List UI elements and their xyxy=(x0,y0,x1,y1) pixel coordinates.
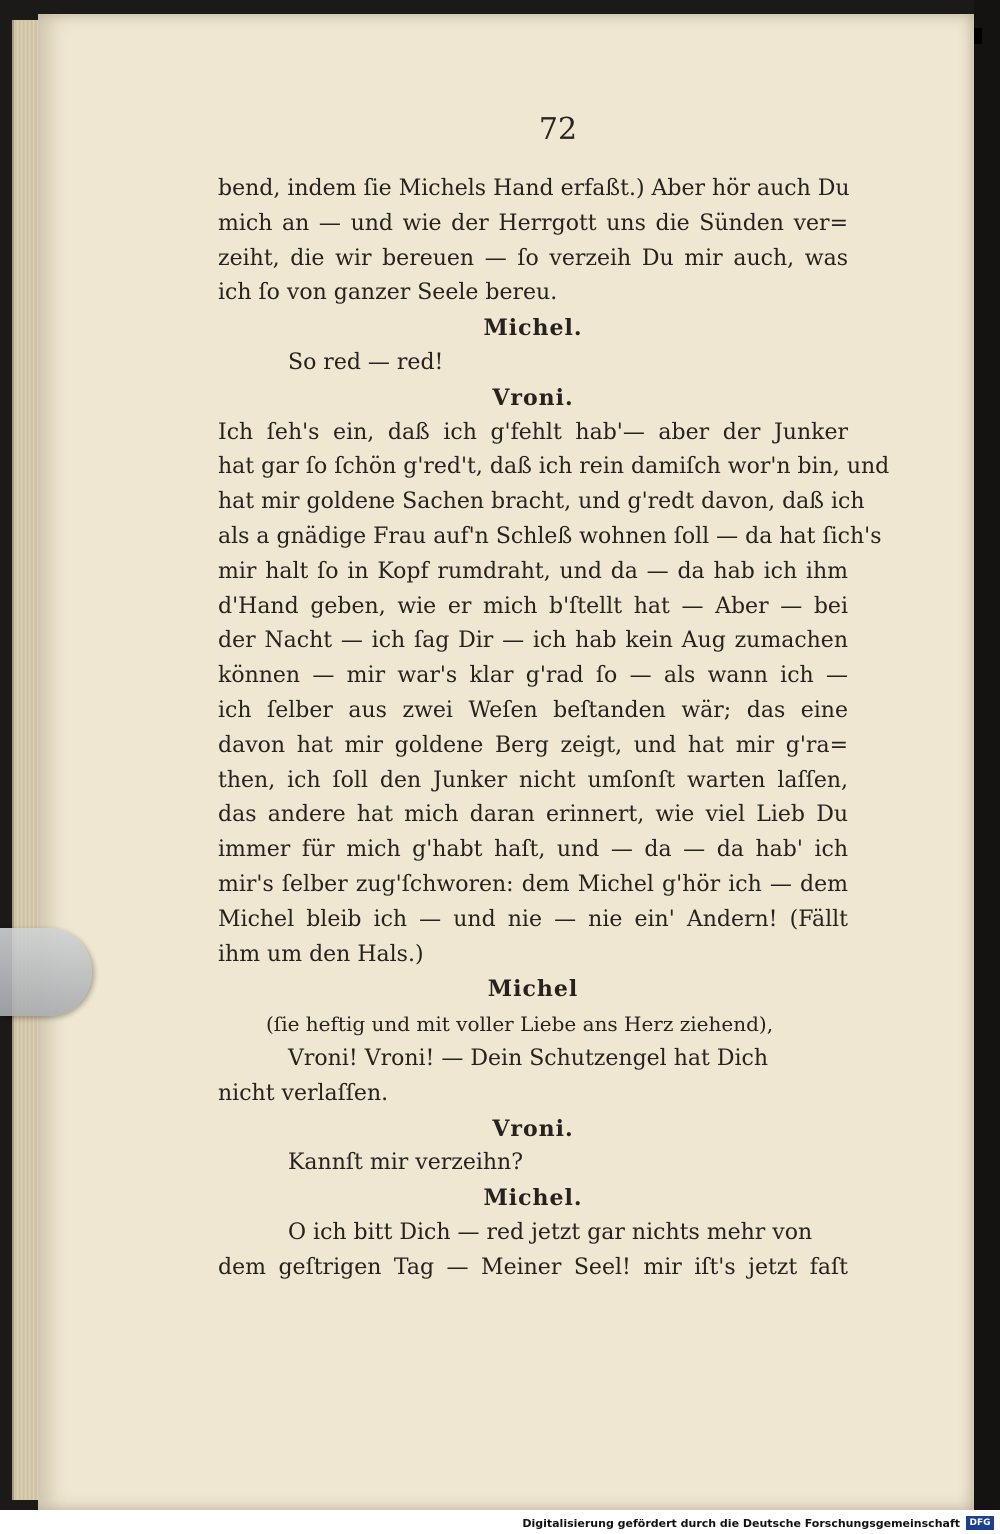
text-line: Kannſt mir verzeihn? xyxy=(288,1150,524,1176)
text-line: zeiht, die wir bereuen — ſo verzeih Du mir auch, was xyxy=(218,245,848,271)
text-line: hat mir goldene Sachen bracht, und g'redt davon, daß ich xyxy=(218,489,865,515)
page-text xyxy=(218,172,890,1286)
funding-credit: Digitalisierung gefördert durch die Deutsche Forschungsgemeinschaft xyxy=(522,1517,960,1530)
speaker-name: Vroni. xyxy=(492,384,574,411)
text-line: So red — red! xyxy=(288,349,444,375)
text-line: bend, indem ſie Michels Hand erfaßt.) Aber hör auch Du xyxy=(218,176,850,201)
text-line: Vroni! Vroni! — Dein Schutzengel hat Dich xyxy=(288,1045,768,1071)
text-line: mich an — und wie der Herrgott uns die Sünden ver= xyxy=(218,210,848,236)
text-line: als a gnädige Frau auf'n Schleß wohnen ſoll — da hat ſich's xyxy=(218,523,882,549)
text-line: ich ſelber aus zwei Weſen beſtanden wär; das eine xyxy=(218,697,848,723)
text-line: Ich ſeh's ein, daß ich g'fehlt hab'— aber der Junker xyxy=(218,419,848,445)
stage-direction: (ſie heftig und mit voller Liebe ans Herz ziehend), xyxy=(266,1012,774,1037)
bookmark-clip xyxy=(0,928,92,1016)
text-line: davon hat mir goldene Berg zeigt, und hat mir g'ra= xyxy=(218,732,848,758)
text-line: d'Hand geben, wie er mich b'ſtellt hat — Aber — bei xyxy=(218,593,848,619)
text-line: Michel bleib ich — und nie — nie ein' Andern! (Fällt xyxy=(218,906,848,932)
page-number: 72 xyxy=(538,112,578,147)
dfg-logo: DFG xyxy=(966,1516,994,1530)
text-line: können — mir war's klar g'rad ſo — als wann ich — xyxy=(218,663,848,689)
text-line: immer für mich g'habt haſt, und — da — da hab' ich xyxy=(218,837,848,863)
speaker-name: Michel. xyxy=(483,1185,583,1212)
text-line: O ich bitt Dich — red jetzt gar nichts mehr von xyxy=(288,1219,813,1245)
text-line: der Nacht — ich ſag Dir — ich hab kein Aug zumachen xyxy=(218,628,848,654)
text-line: ihm um den Hals.) xyxy=(218,941,424,967)
scan-border xyxy=(974,0,1000,1534)
scan-marker xyxy=(974,28,982,44)
text-line: dem geſtrigen Tag — Meiner Seel! mir iſt's jetzt faſt xyxy=(218,1254,848,1280)
book-page xyxy=(38,14,974,1510)
speaker-name: Michel xyxy=(487,976,579,1003)
text-line: mir halt ſo in Kopf rumdraht, und da — da hab ich ihm xyxy=(218,558,848,584)
text-line: ich ſo von ganzer Seele bereu. xyxy=(218,280,558,306)
footer-bar xyxy=(0,1510,1000,1534)
text-line: hat gar ſo ſchön g'red't, daß ich rein damiſch wor'n bin, und xyxy=(218,454,890,480)
text-line: then, ich ſoll den Junker nicht umſonſt warten laſſen, xyxy=(218,767,848,793)
text-line: das andere hat mich daran erinnert, wie viel Lieb Du xyxy=(218,802,848,828)
speaker-name: Michel. xyxy=(483,315,583,342)
text-line: nicht verlaſſen. xyxy=(218,1080,389,1106)
speaker-name: Vroni. xyxy=(492,1115,574,1142)
text-line: mir's ſelber zug'ſchworen: dem Michel g'hör ich — dem xyxy=(218,871,848,897)
